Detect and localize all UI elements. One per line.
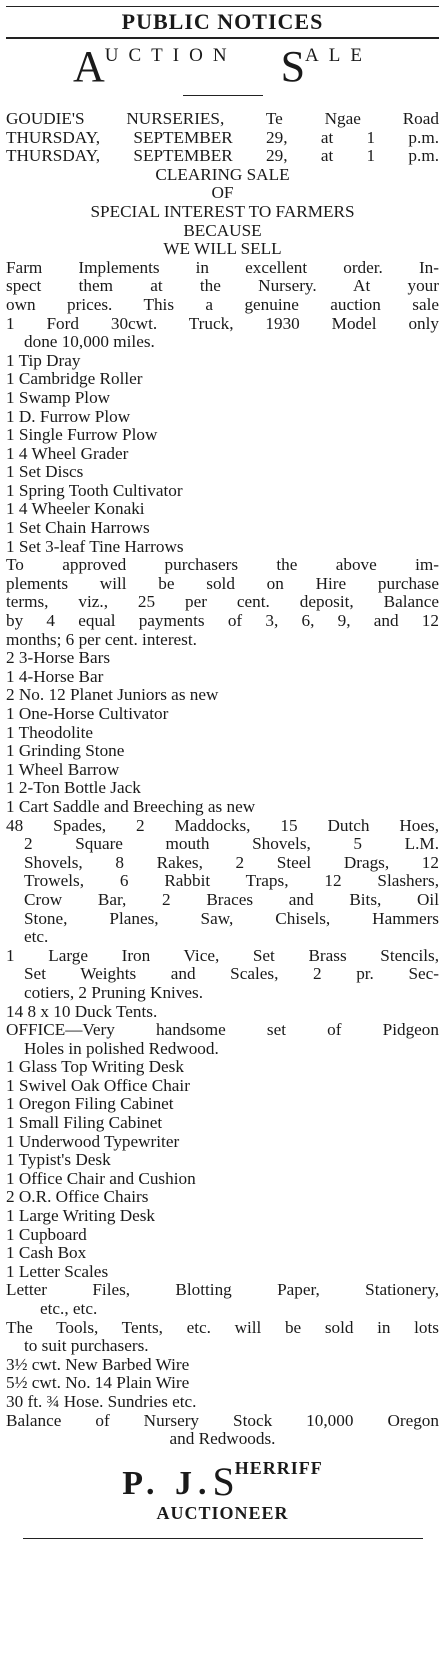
auctioneer-label: AUCTIONEER: [156, 1502, 289, 1523]
item-line: months; 6 per cent. interest.: [6, 630, 197, 649]
item-line: OFFICE—Very handsome set of Pidgeon: [6, 1021, 439, 1040]
item-line: etc., etc.: [40, 1300, 98, 1318]
item-line: 2 Square mouth Shovels, 5 L.M.: [24, 835, 439, 854]
auction-cap: A: [73, 42, 105, 91]
item-line: 1 Set 3-leaf Tine Harrows: [6, 537, 184, 556]
item-line: 30 ft. ¾ Hose. Sundries etc.: [6, 1392, 197, 1411]
item-line: Trowels, 6 Rabbit Traps, 12 Slashers,: [24, 872, 439, 891]
item-line: 1 Large Writing Desk: [6, 1207, 156, 1226]
item-line: 1 Large Iron Vice, Set Brass Stencils,: [6, 946, 439, 965]
item-line: Balance of Nursery Stock 10,000 Oregon: [6, 1411, 439, 1430]
center-line: CLEARING SALE: [155, 165, 290, 184]
item-line: Crow Bar, 2 Braces and Bits, Oil: [24, 890, 439, 909]
item-line: 1 Set Discs: [6, 463, 84, 482]
sale-word: [280, 42, 372, 91]
item-line: 1 2-Ton Bottle Jack: [6, 779, 141, 798]
item-line: own prices. This a genuine auction sale: [6, 295, 439, 314]
item-line: 1 Tip Dray: [6, 351, 81, 370]
item-line: 2 O.R. Office Chairs: [6, 1188, 149, 1207]
item-line: 1 4 Wheeler Konaki: [6, 500, 145, 519]
center-line: BECAUSE: [183, 221, 262, 240]
item-line: 14 8 x 10 Duck Tents.: [6, 1002, 158, 1021]
item-line: terms, viz., 25 per cent. deposit, Balance: [6, 593, 439, 612]
item-line: 1 Set Chain Harrows: [6, 519, 150, 538]
center-block: [6, 166, 439, 259]
item-line: done 10,000 miles.: [24, 333, 155, 352]
item-line: Farm Implements in excellent order. In-: [6, 258, 439, 277]
item-line: 1 4-Horse Bar: [6, 667, 104, 686]
intro-line: THURSDAY, SEPTEMBER 29, at 1 p.m.: [6, 147, 439, 166]
item-line: To approved purchasers the above im-: [6, 556, 439, 575]
section-title: PUBLIC NOTICES: [121, 9, 324, 34]
item-line: plements will be sold on Hire purchase: [6, 574, 439, 593]
item-line: to suit purchasers.: [24, 1337, 149, 1356]
item-line: 1 Theodolite: [6, 723, 94, 742]
auctioneer-surname-cap: S: [212, 1458, 235, 1504]
item-line: 1 Swamp Plow: [6, 388, 111, 407]
auction-rest: UCTION: [104, 45, 237, 66]
header-rule: [6, 37, 439, 39]
sale-rest: ALE: [305, 45, 372, 66]
item-line: 1 Cart Saddle and Breeching as new: [6, 797, 256, 816]
item-line: 1 Letter Scales: [6, 1262, 109, 1281]
item-line: etc.: [24, 928, 49, 947]
item-line: and Redwoods.: [169, 1430, 276, 1449]
intro-line: THURSDAY, SEPTEMBER 29, at 1 p.m.: [6, 128, 439, 147]
center-line: SPECIAL INTEREST TO FARMERS: [90, 202, 355, 221]
item-line: 1 Office Chair and Cushion: [6, 1169, 196, 1188]
item-line: 1 Oregon Filing Cabinet: [6, 1095, 174, 1114]
item-list: [6, 259, 439, 1449]
item-line: 2 3-Horse Bars: [6, 649, 111, 668]
intro-line: GOUDIE'S NURSERIES, Te Ngae Road: [6, 110, 439, 128]
item-line: 1 4 Wheel Grader: [6, 444, 129, 463]
item-line: spect them at the Nursery. At your: [6, 277, 439, 296]
item-line: 5½ cwt. No. 14 Plain Wire: [6, 1374, 190, 1393]
title-underline: [183, 95, 263, 96]
item-line: 1 Wheel Barrow: [6, 760, 120, 779]
item-line: 1 Ford 30cwt. Truck, 1930 Model only: [6, 314, 439, 333]
item-line: The Tools, Tents, etc. will be sold in lots: [6, 1318, 439, 1337]
item-line: by 4 equal payments of 3, 6, 9, and 12: [6, 612, 439, 631]
item-line: Shovels, 8 Rakes, 2 Steel Drags, 12: [24, 853, 439, 872]
item-line: 1 Single Furrow Plow: [6, 426, 158, 445]
bottom-rule: [23, 1538, 423, 1539]
item-line: 1 Cambridge Roller: [6, 370, 143, 389]
item-line: 1 Spring Tooth Cultivator: [6, 481, 183, 500]
auctioneer-initials: P. J.: [122, 1464, 213, 1502]
center-line: WE WILL SELL: [163, 240, 282, 259]
item-line: 1 Grinding Stone: [6, 742, 125, 761]
sale-cap: S: [280, 42, 306, 91]
item-line: 2 No. 12 Planet Juniors as new: [6, 686, 219, 705]
item-line: Letter Files, Blotting Paper, Stationery,: [6, 1281, 439, 1300]
item-line: Holes in polished Redwood.: [24, 1039, 219, 1058]
intro-block: [6, 110, 439, 166]
item-line: 1 Cash Box: [6, 1244, 87, 1263]
item-line: 48 Spades, 2 Maddocks, 15 Dutch Hoes,: [6, 816, 439, 835]
auctioneer-surname-rest: HERRIFF: [234, 1457, 323, 1478]
auction-sale-title: [6, 43, 439, 89]
item-line: 1 One-Horse Cultivator: [6, 705, 169, 723]
center-line: OF: [211, 184, 234, 203]
auction-word: [73, 42, 237, 91]
item-line: 1 Swivel Oak Office Chair: [6, 1076, 190, 1095]
item-line: 1 Typist's Desk: [6, 1151, 111, 1170]
item-line: cotiers, 2 Pruning Knives.: [24, 983, 204, 1002]
item-line: 1 Cupboard: [6, 1225, 87, 1244]
auctioneer-name: [6, 1457, 439, 1504]
item-line: Stone, Planes, Saw, Chisels, Hammers: [24, 909, 439, 928]
item-line: 1 D. Furrow Plow: [6, 407, 131, 426]
item-line: 1 Small Filing Cabinet: [6, 1114, 163, 1133]
item-line: 1 Underwood Typewriter: [6, 1132, 180, 1151]
item-line: 1 Glass Top Writing Desk: [6, 1058, 184, 1077]
item-line: Set Weights and Scales, 2 pr. Sec-: [24, 965, 439, 984]
item-line: 3½ cwt. New Barbed Wire: [6, 1355, 190, 1374]
